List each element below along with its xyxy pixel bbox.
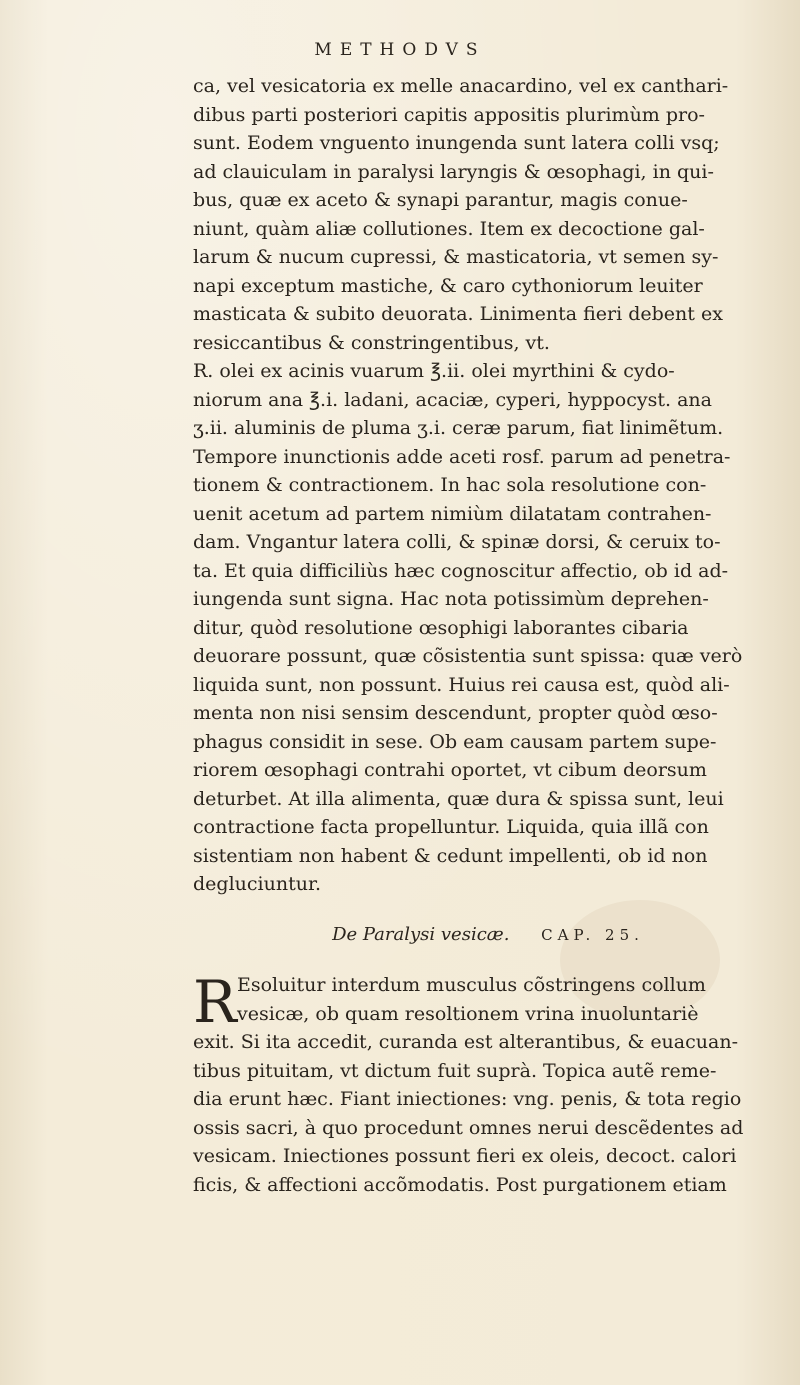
chapter-title bbox=[193, 921, 793, 950]
text-line: liquida sunt, non possunt. Huius rei causa est, quòd ali- bbox=[193, 673, 730, 696]
text-line: dia erunt hæc. Fiant iniectiones: vng. penis, & tota regio bbox=[193, 1088, 742, 1110]
drop-cap-initial: R bbox=[193, 968, 237, 1036]
text-line: R. olei ex acinis vuarum ℥.ii. olei myrthini & cydo- bbox=[193, 360, 675, 382]
text-column bbox=[193, 72, 793, 1199]
text-line: niorum ana ℥.i. ladani, acaciæ, cyperi, hyppocyst. ana bbox=[193, 388, 712, 411]
chapter-number: CAP. 25. bbox=[541, 925, 644, 944]
paragraph-3 bbox=[193, 968, 793, 1199]
running-head: METHODVS bbox=[314, 40, 486, 60]
text-line: iungenda sunt signa. Hac nota potissimùm deprehen- bbox=[193, 588, 709, 610]
text-line: degluciuntur. bbox=[193, 873, 321, 895]
text-line: uenit acetum ad partem nimiùm dilatatam contrahen- bbox=[193, 502, 712, 525]
text-line: ditur, quòd resolutione œsophigi laborantes cibaria bbox=[193, 616, 689, 639]
text-line: menta non nisi sensim descendunt, propter quòd œso- bbox=[193, 702, 718, 724]
text-line: resiccantibus & constringentibus, vt. bbox=[193, 331, 550, 354]
text-line: ta. Et quia difficiliùs hæc cognoscitur affectio, ob id ad- bbox=[193, 559, 729, 582]
paragraph-2 bbox=[193, 357, 793, 899]
text-line: Esoluitur interdum musculus cõstringens collum bbox=[237, 974, 706, 996]
text-line: ficis, & affectioni accõmodatis. Post purgationem etiam bbox=[193, 1173, 727, 1196]
chapter-title-text: De Paralysi vesicæ. bbox=[332, 923, 510, 945]
text-line: masticata & subito deuorata. Linimenta fieri debent ex bbox=[193, 303, 723, 325]
text-line: tionem & contractionem. In hac sola resolutione con- bbox=[193, 474, 707, 496]
text-line: napi exceptum mastiche, & caro cythoniorum leuiter bbox=[193, 274, 703, 297]
text-line: ad clauiculam in paralysi laryngis & œsophagi, in qui- bbox=[193, 160, 714, 183]
text-line: deuorare possunt, quæ cõsistentia sunt spissa: quæ verò bbox=[193, 645, 743, 667]
text-line: Tempore inunctionis adde aceti rosf. parum ad penetra- bbox=[193, 445, 731, 468]
text-line: niunt, quàm aliæ collutiones. Item ex decoctione gal- bbox=[193, 217, 705, 240]
text-line: dibus parti posteriori capitis appositis plurimùm pro- bbox=[193, 103, 705, 126]
text-line: ʒ.ii. aluminis de pluma ʒ.i. ceræ parum, fiat linimẽtum. bbox=[193, 417, 724, 439]
text-line: tibus pituitam, vt dictum fuit suprà. Topica autẽ reme- bbox=[193, 1059, 717, 1082]
text-line: phagus considit in sese. Ob eam causam partem supe- bbox=[193, 730, 717, 753]
text-line: larum & nucum cupressi, & masticatoria, vt semen sy- bbox=[193, 246, 719, 268]
text-line: vesicam. Iniectiones possunt fieri ex oleis, decoct. calori bbox=[193, 1145, 737, 1167]
text-line: bus, quæ ex aceto & synapi parantur, magis conue- bbox=[193, 189, 688, 211]
text-line: riorem œsophagi contrahi oportet, vt cibum deorsum bbox=[193, 759, 707, 781]
text-line: contractione facta propelluntur. Liquida, quia illã con bbox=[193, 816, 709, 838]
paragraph-1 bbox=[193, 72, 793, 357]
text-line: exit. Si ita accedit, curanda est alterantibus, & euacuan- bbox=[193, 1031, 738, 1053]
text-line: vesicæ, ob quam resoltionem vrina inuoluntariè bbox=[237, 1002, 699, 1025]
text-line: deturbet. At illa alimenta, quæ dura & spissa sunt, leui bbox=[193, 787, 724, 810]
text-line: ossis sacri, à quo procedunt omnes nerui descẽdentes ad bbox=[193, 1116, 744, 1139]
text-line: ca, vel vesicatoria ex melle anacardino, vel ex canthari- bbox=[193, 75, 729, 97]
text-line: sunt. Eodem vnguento inungenda sunt latera colli vsq; bbox=[193, 132, 720, 154]
text-line: dam. Vngantur latera colli, & spinæ dorsi, & ceruix to- bbox=[193, 531, 721, 553]
text-line: sistentiam non habent & cedunt impellenti, ob id non bbox=[193, 844, 708, 867]
